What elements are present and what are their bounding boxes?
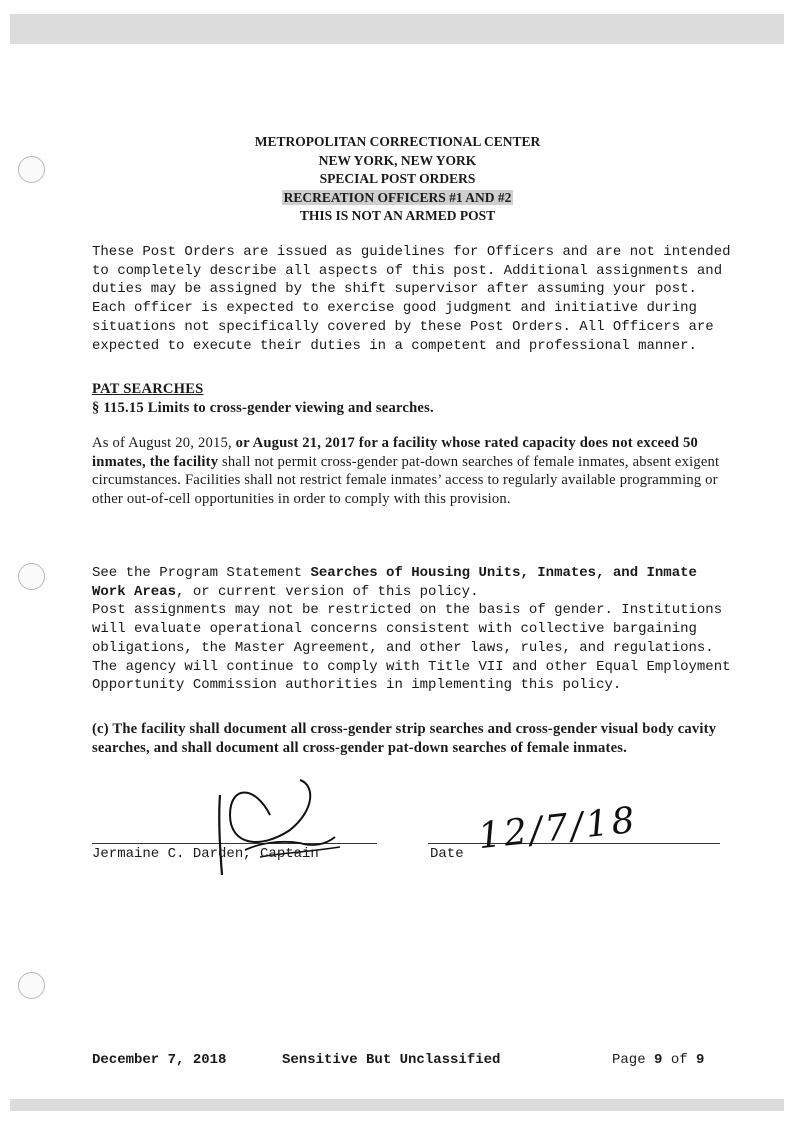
section-citation: § 115.15 Limits to cross-gender viewing and searches. [92, 399, 434, 416]
footer-date: December 7, 2018 [92, 1052, 227, 1068]
handwritten-date: 12/7/18 [476, 799, 640, 858]
pat-searches-paragraph-1: As of August 20, 2015, or August 21, 2017 for a facility whose rated capacity does not exceed 50 inmates, the facility shall not permit cross-gender pat-down searches of female inmates, absent exigent circumstances. Facilities shall not restrict female inmates’ access to regularly available programming or other out-of-cell opportunities in order to comply with this provision. [92, 435, 720, 508]
header-armed-notice: THIS IS NOT AN ARMED POST [299, 208, 496, 223]
pat-searches-paragraph-3: (c) The facility shall document all cross-gender strip searches and cross-gender visual body cavity searches, and shall document all cross-gender pat-down searches of female inmates. [92, 721, 717, 756]
punch-hole [18, 563, 45, 590]
section-heading: PAT SEARCHES [92, 381, 204, 397]
header-doc-type: SPECIAL POST ORDERS [319, 171, 476, 186]
scan-edge-bottom [10, 1099, 784, 1111]
header-post-title: RECREATION OFFICERS #1 AND #2 [283, 189, 512, 205]
signer-name: Jermaine C. Darden, Captain [92, 846, 319, 862]
document-header [0, 133, 795, 226]
date-label: Date [430, 846, 464, 862]
handwritten-signature [200, 775, 350, 885]
page-number: Page 9 of 9 [612, 1052, 705, 1068]
header-facility: METROPOLITAN CORRECTIONAL CENTER [254, 134, 541, 149]
pat-searches-heading-block [92, 380, 732, 417]
pat-searches-paragraph-2: See the Program Statement Searches of Housing Units, Inmates, and Inmate Work Areas, or current version of this policy. Post assignments may not be restricted on the basis of gender. Institutions will evaluate operational concerns consistent with collective bargaining obligations, the Master Agreement, and other laws, rules, and regulations. The agency will continue to comply with Title VII and other Equal Employment Opportunity Commission authorities in implementing this policy. [92, 565, 731, 694]
punch-hole [18, 972, 45, 999]
scan-edge-top [10, 14, 784, 44]
header-location: NEW YORK, NEW YORK [318, 152, 477, 168]
intro-paragraph: These Post Orders are issued as guidelines for Officers and are not intended to completely describe all aspects of this post. Additional assignments and duties may be assigned by the shift supervisor after assuming your post. Each officer is expected to exercise good judgment and initiative during situations not specifically covered by these Post Orders. All Officers are expected to execute their duties in a competent and professional manner. [92, 244, 731, 354]
footer-classification: Sensitive But Unclassified [282, 1052, 501, 1068]
